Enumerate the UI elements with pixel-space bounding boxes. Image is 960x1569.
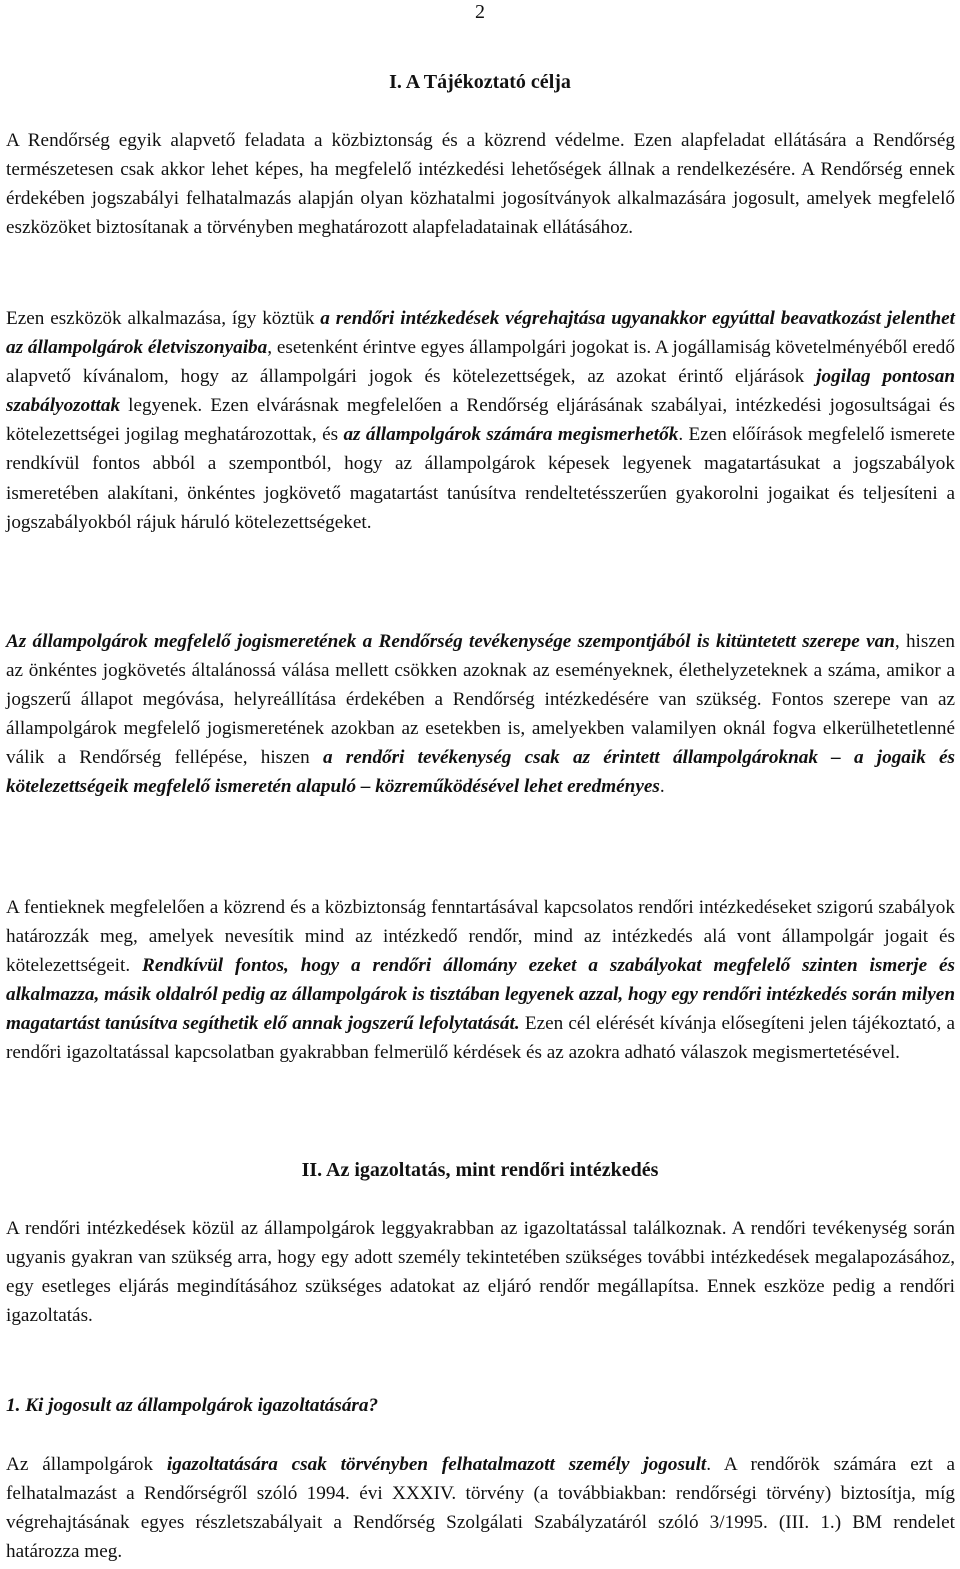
- paragraph-text: , esetenként érintve egyes állampolgári jogokat is. A jogállamiság követelményéből eredő alapvető kívánalom, hogy az állampolgári jogok és kötelezettségek, az azokat érintő eljárások: [6, 337, 955, 388]
- emphasis-text: Az állampolgárok megfelelő jogismeretének a Rendőrség tevékenysége szempontjából is kitüntetett szerepe van: [6, 631, 895, 652]
- paragraph-text: A rendőri intézkedések közül az állampolgárok leggyakrabban az igazoltatással találkoznak. A rendőri tevékenység során ugyanis gyakran van szükség arra, hogy egy adott személy tekintetében szükséges további intézkedések megalapozásához, egy esetleges eljárás megindításához szükséges adatokat az eljáró rendőr megállapítsa. Ennek eszköze pedig a rendőri igazoltatás.: [6, 1218, 955, 1327]
- paragraph-text: . Ezen előírások megfelelő ismerete rendkívül fontos abból a szempontból, hogy az állampolgárok képesek legyenek magatartásukat a jogszabályok ismeretében alakítani, önkéntes jogkövető magatartást tanúsítva rendeltetésszerűen gyakorolni jogaikat és teljesíteni a jogszabályokból rájuk háruló kötelezettségeket.: [6, 424, 955, 533]
- paragraph-text: Ezen cél elérését kívánja elősegíteni jelen tájékoztató, a rendőri igazoltatással kapcsolatban gyakrabban felmerülő kérdések és az azokra adható válaszok megismertetésével.: [6, 1013, 955, 1064]
- paragraph-text: A Rendőrség egyik alapvető feladata a közbiztonság és a közrend védelme. Ezen alapfeladat ellátására a Rendőrség természetesen csak akkor lehet képes, ha megfelelő intézkedési lehetőségek állnak a rendelkezésére. A Rendőrség ennek érdekében jogszabályi felhatalmazás alapján olyan közhatalmi jogosítványok alkalmazására jogosult, amelyek megfelelő eszközöket biztosítanak a törvényben meghatározott alapfeladatainak ellátásához.: [6, 130, 955, 239]
- page-number: 2: [475, 1, 485, 23]
- paragraph-text: .: [659, 776, 665, 798]
- paragraph-text: Ezen eszközök alkalmazása, így köztük: [6, 308, 321, 329]
- emphasis-text: jogilag pontosan szabályozottak: [6, 366, 955, 417]
- emphasis-text: az állampolgárok számára megismerhetők: [343, 424, 679, 446]
- emphasis-text: a rendőri tevékenység csak az érintett állampolgároknak – a jogaik és kötelezettségeik megfelelő ismeretén alapuló – közreműködésével lehet eredményes: [6, 747, 955, 798]
- paragraph-text: legyenek. Ezen elvárásnak megfelelően a Rendőrség eljárásának szabályai, intézkedési jogosultságai és kötelezettségei jogilag meghatározottak, és: [6, 395, 955, 446]
- paragraph-text: , hiszen az önkéntes jogkövetés általánossá válása mellett csökken azoknak az eseményeknek, élethelyzeteknek a száma, amikor a jogszerű állapot megóvása, helyreállítása érdekében a Rendőrség intézkedésére van szükség. Fontos szerepe van az állampolgárok megfelelő jogismeretének azokban az esetekben is, amelyekben valamilyen oknál fogva elkerülhetetlenné válik a Rendőrség fellépése, hiszen: [6, 631, 955, 769]
- section-1-paragraph-4: [6, 893, 955, 1068]
- section-2-paragraph-1: [6, 1214, 955, 1330]
- emphasis-text: igazoltatására csak törvényben felhatalmazott személy jogosult: [166, 1454, 707, 1475]
- paragraph-text: A fentieknek megfelelően a közrend és a közbiztonság fenntartásával kapcsolatos rendőri intézkedéseket szigorú szabályok határozzák meg, amelyek nevesítik mind az intézkedő rendőr, mind az intézkedés alá vont állampolgár jogait és kötelezettségeit.: [6, 897, 955, 977]
- section-1-paragraph-1: [6, 126, 955, 242]
- section-1-paragraph-3: [6, 627, 955, 802]
- section-1-heading: I. A Tájékoztató célja: [389, 71, 571, 93]
- subsection-1-title: 1. Ki jogosult az állampolgárok igazoltatására?: [6, 1395, 379, 1416]
- paragraph-text: Az állampolgárok: [6, 1454, 167, 1475]
- emphasis-text: Rendkívül fontos, hogy a rendőri állomány ezeket a szabályokat megfelelő szinten ismerje és alkalmazza, másik oldalról pedig az állampolgárok is tisztában legyenek azzal, hogy egy rendőri intézkedés során milyen magatartást tanúsítva segíthetik elő annak jogszerű lefolytatását.: [6, 955, 955, 1035]
- section-2-heading: II. Az igazoltatás, mint rendőri intézkedés: [301, 1159, 659, 1181]
- paragraph-text: . A rendőrök számára ezt a felhatalmazást a Rendőrségről szóló 1994. évi XXXIV. törvény (a továbbiakban: rendőrségi törvény) biztosítja, míg végrehajtásának egyes részletszabályait a Rendőrség Szolgálati Szabályzatáról szóló 3/1995. (III. 1.) BM rendelet határozza meg.: [6, 1454, 956, 1563]
- emphasis-text: a rendőri intézkedések végrehajtása ugyanakkor egyúttal beavatkozást jelenthet az állampolgárok életviszonyaiba: [6, 308, 955, 359]
- section-1-paragraph-2: [6, 304, 955, 537]
- subsection-1-paragraph-1: [6, 1450, 955, 1566]
